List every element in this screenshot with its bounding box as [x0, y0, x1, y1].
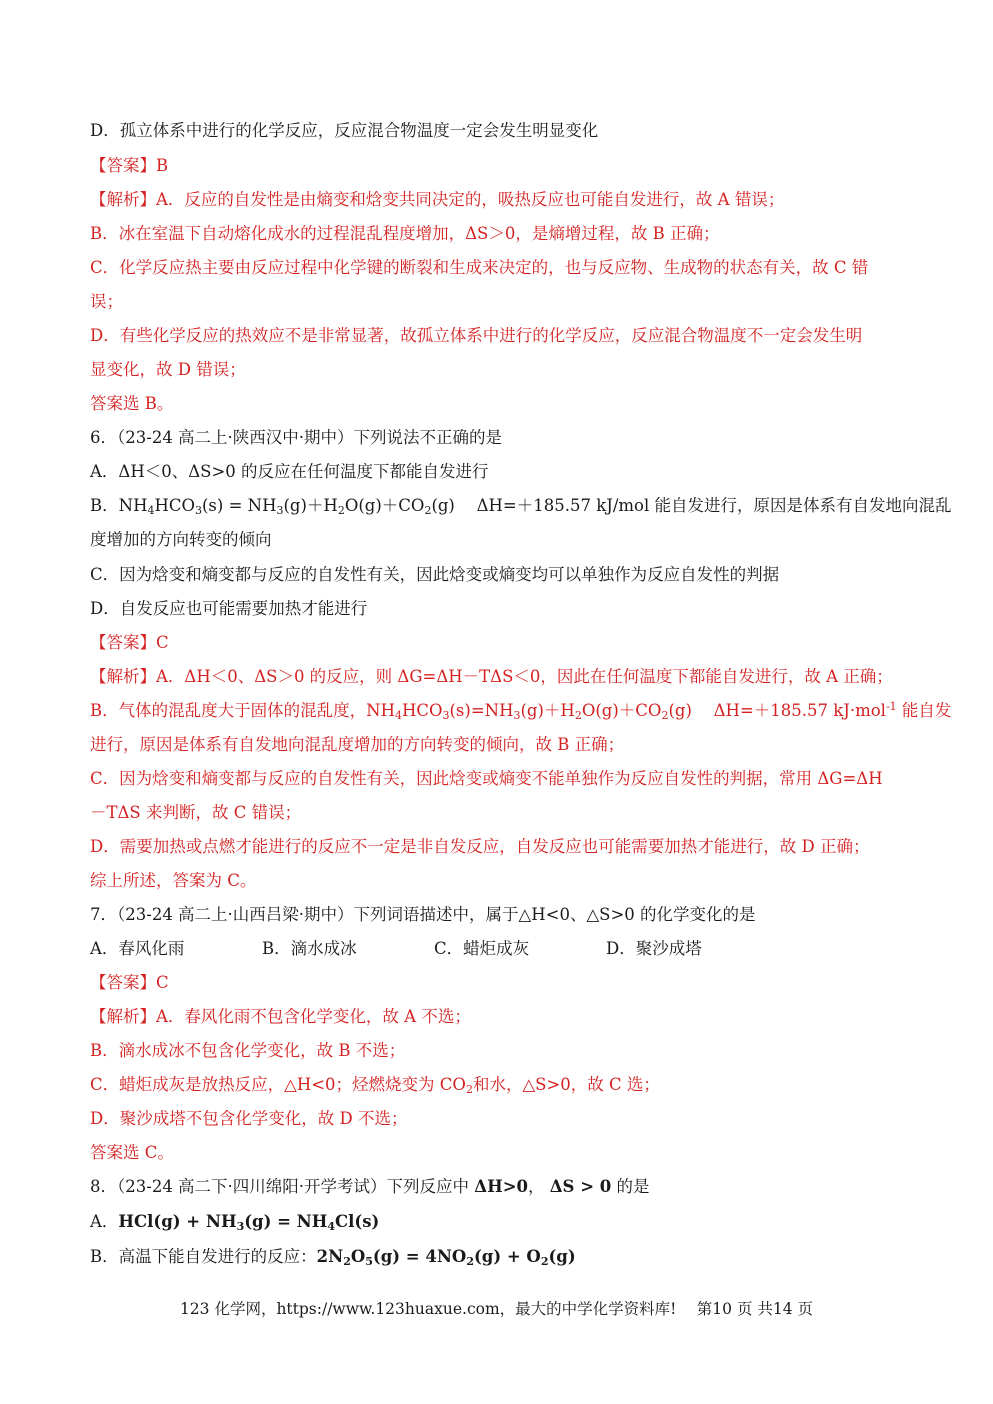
q5-analysis-c: C．化学反应热主要由反应过程中化学键的断裂和生成来决定的，也与反应物、生成物的状态有关，故 C 错 — [90, 258, 869, 277]
q6-analysis-b: B．气体的混乱度大于固体的混乱度，$NH_4HCO_3(s)=NH_3(g)+H_2O(g)+CO_2(g)$ ΔH=＋185.57 kJ·mol$^{-1}$ 能自发 — [90, 700, 952, 722]
q7-option-d: D．聚沙成塔 — [606, 939, 702, 958]
q6-stem: 6．（23-24 高二上·陕西汉中·期中）下列说法不正确的是 — [90, 428, 503, 447]
q7-analysis-a: 【解析】A．春风化雨不包含化学变化，故 A 不选； — [90, 1007, 471, 1026]
q6-option-b-cont: 度增加的方向转变的倾向 — [90, 530, 272, 549]
q7-stem: 7．（23-24 高二上·山西吕梁·期中）下列词语描述中，属于△H<0、△S>0 的化学变化的是 — [90, 905, 756, 924]
q6-option-c: C．因为焓变和熵变都与反应的自发性有关，因此焓变或熵变均可以单独作为反应自发性的判据 — [90, 565, 780, 584]
q6-analysis-c-cont: －TΔS 来判断，故 C 错误； — [90, 803, 302, 822]
q5-analysis-d: D．有些化学反应的热效应不是非常显著，故孤立体系中进行的化学反应，反应混合物温度不一定会发生明 — [90, 326, 863, 345]
q7-answer: 【答案】C — [90, 973, 169, 992]
q6-analysis-c: C．因为焓变和熵变都与反应的自发性有关，因此焓变或熵变不能单独作为反应自发性的判据，常用 ΔG=ΔH — [90, 769, 883, 788]
q8-option-b: B．高温下能自发进行的反应：$2N_2O_5(g) = 4NO_2(g) + O_2(g)$ — [90, 1247, 576, 1268]
q6-conclusion: 综上所述，答案为 C。 — [90, 871, 257, 890]
q7-analysis-d: D．聚沙成塔不包含化学变化，故 D 不选； — [90, 1109, 408, 1128]
q6-option-a: A．ΔH＜0、ΔS>0 的反应在任何温度下都能自发进行 — [90, 462, 489, 481]
q8-stem: 8．（23-24 高二下·四川绵阳·开学考试）下列反应中 ΔH>0， ΔS > 0 的是 — [90, 1177, 650, 1196]
q7-options — [90, 938, 910, 960]
q5-conclusion: 答案选 B。 — [90, 394, 174, 413]
q7-option-c: C．蜡炬成灰 — [434, 939, 530, 958]
q5-answer: 【答案】B — [90, 156, 169, 175]
q5-analysis-c-cont: 误； — [90, 292, 123, 311]
q5-analysis-b: B．冰在室温下自动熔化成水的过程混乱程度增加，ΔS＞0，是熵增过程，故 B 正确； — [90, 224, 720, 243]
q7-option-a: A．春风化雨 — [90, 939, 185, 958]
q7-option-b: B．滴水成冰 — [262, 939, 357, 958]
page-footer: 123 化学网，https://www.123huaxue.com，最大的中学化学资料库! 第10 页 共14 页 — [179, 1300, 814, 1318]
q8-option-a: A．$HCl(g) + NH_3(g) = NH_4Cl(s)$ — [90, 1212, 380, 1233]
q5-option-d: D．孤立体系中进行的化学反应，反应混合物温度一定会发生明显变化 — [90, 121, 599, 140]
q6-analysis-d: D．需要加热或点燃才能进行的反应不一定是非自发反应，自发反应也可能需要加热才能进行，故 D 正确； — [90, 837, 870, 856]
q6-option-d: D．自发反应也可能需要加热才能进行 — [90, 599, 368, 618]
q6-analysis-a: 【解析】A．ΔH＜0、ΔS＞0 的反应，则 ΔG=ΔH－TΔS＜0，因此在任何温度下都能自发进行，故 A 正确； — [90, 667, 893, 686]
q7-analysis-b: B．滴水成冰不包含化学变化，故 B 不选； — [90, 1041, 406, 1060]
q7-conclusion: 答案选 C。 — [90, 1143, 174, 1162]
q7-analysis-c: C．蜡炬成灰是放热反应，△H<0；烃燃烧变为 $CO_2$和水，△S>0，故 C 选； — [90, 1075, 660, 1096]
q6-answer: 【答案】C — [90, 633, 169, 652]
q5-analysis-d-cont: 显变化，故 D 错误； — [90, 360, 246, 379]
q5-analysis-a: 【解析】A．反应的自发性是由熵变和焓变共同决定的，吸热反应也可能自发进行，故 A 错误； — [90, 190, 785, 209]
q6-analysis-b-cont: 进行，原因是体系有自发地向混乱度增加的方向转变的倾向，故 B 正确； — [90, 735, 625, 754]
q6-option-b: B．$NH_4HCO_3(s) = NH_3(g)+H_2O(g)+CO_2(g)$ ΔH=＋185.57 kJ/mol 能自发进行，原因是体系有自发地向混乱 — [90, 496, 952, 517]
